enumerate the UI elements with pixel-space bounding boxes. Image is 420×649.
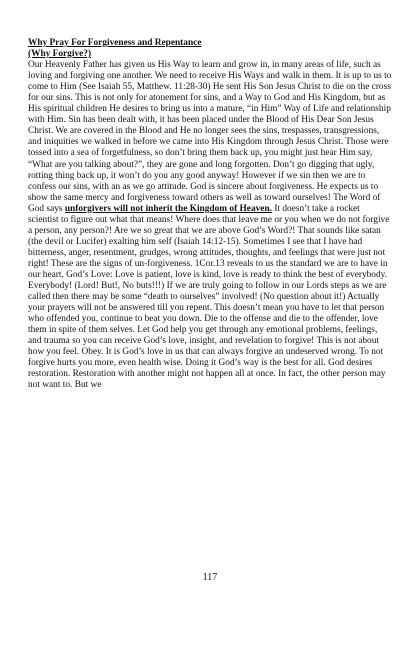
emphasized-text: unforgivers will not inherit the Kingdom of Heaven. (64, 203, 272, 214)
paragraph-text-part2: It doesn’t take a rocket scientist to figure out what that means! Where does that leave me or you when we do not forgive a person, any person?! Are we so great that we are above God’s Word?! That sounds like satan (the devil or Lucifer) exalting him self (Isaiah 14:12-15). Sometimes I see that I have had bitterness, anger, resentment, grudges, wrong attitudes, thoughts, and feelings that were just not right! These are the signs of un-forgiveness. 1Cor.13 reveals to us the standard we are to have in our heart, God’s Love: Love is patient, love is kind, love is ready to think the best of everybody. Everybody! (Lord! But!, No buts!!!) If we are truly going to follow in our Lords steps as we are called then there may be some “death to ourselves” involved! (No question about it!) Actually your prayers will not be answered till you repent. This doesn’t mean you have to let that person who offended you, continue to beat you down. Die to the offense and die to the offender, love them in spite of them selves. Let God help you get through any emotional problems, feelings, and trauma so you can receive God’s love, insight, and revelation to forgive! This is not about how you feel. Obey. It is God’s love in us that can always forgive an undeserved wrong. To not forgive hurts you more, even health wise. Doing it God’s way is the best for all. God desires restoration. Restoration with another might not happen all at once. In fact, the other person may not want to. But we (28, 203, 390, 391)
paragraph-text-part1: Our Heavenly Father has given us His Way to learn and grow in, in many areas of life, such as loving and forgiving one another. We need to receive His Ways and walk in them. It is up to us to come to Him (See Isaiah 55, Matthew. 11:28-30) He sent His Son Jesus Christ to die on the cross for our sins. This is not only for atonement for sins, and a Way to God and His Kingdom, but as His spiritual children He desires to bring us into a mature, “in Him” Way of Life and relationship with Him. Sin has been dealt with, it has been placed under the Blood of His Dear Son Jesus Christ. We are covered in the Blood and He no longer sees the sins, trespasses, transgressions, and iniquities we walked in before we came into His Kingdom through Jesus Christ. Those were tossed into a sea of forgetfulness, so don’t bring them back up, you might just hear Him say, “What are you talking about?”, they are gone and long forgotten. Don’t go digging that ugly, rotting thing back up, it won’t do you any good anyway! However if we sin then we are to confess our sins, with an as we go attitude. God is sincere about forgiveness. He expects us to show the same mercy and forgiveness toward others as well as toward ourselves! The Word of God says (28, 60, 392, 214)
page-body (28, 38, 392, 392)
body-paragraph (28, 60, 392, 391)
page-title: Why Pray For Forgiveness and Repentance (28, 38, 202, 48)
page-subtitle: (Why Forgive?) (28, 49, 92, 60)
page-number: 117 (202, 572, 218, 583)
